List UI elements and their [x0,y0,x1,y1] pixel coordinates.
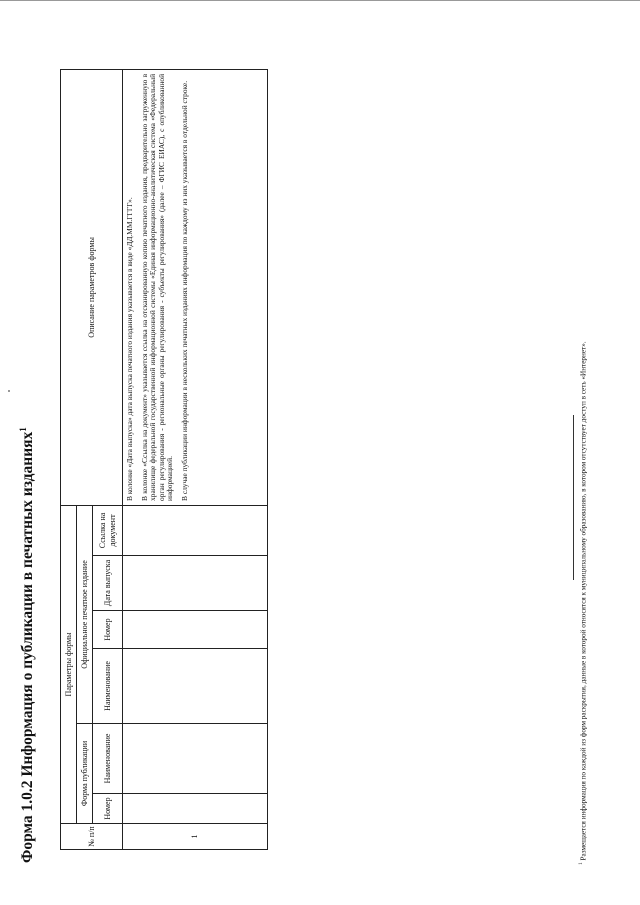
header-num: № п/п [61,824,123,850]
header-description: Описание параметров формы [61,69,123,505]
desc-paragraph: В случае публикации информации в нескольких печатных изданиях информация по каждому из них указывается в отдельной строке. [179,80,189,501]
form-title [18,427,37,863]
form-title-text: Форма 1.0.2 Информация о публикации в печатных изданиях [19,431,37,863]
cell-description [123,69,268,505]
cell-official-name [123,649,268,724]
title-footnote-mark: 1 [18,427,28,432]
cell-official-number [123,611,268,649]
publication-table [60,69,268,850]
col-date: Дата выпуска [93,556,123,611]
row-num: 1 [123,824,268,850]
cell-number [123,794,268,824]
col-link: Ссылка на документ [93,505,123,555]
cell-name [123,724,268,794]
desc-paragraph: В колонке «Дата выпуска» дата выпуска печатного издания указывается в виде «ДД.ММ.ГГГГ». [125,197,134,501]
footnote [578,341,587,865]
cell-link [123,505,268,555]
footnote-mark: 1 [578,862,584,865]
header-official: Официальное печатное издание [77,505,93,723]
header-pub-form: Форма публикации [77,724,93,824]
col-number: Номер [93,794,123,824]
footnote-separator [573,415,574,580]
cell-date [123,556,268,611]
col-official-name: Наименование [93,649,123,724]
desc-paragraph: В колонке «Ссылка на документ» указывается ссылка на отсканированную копию печатного издания, предварительно загруженную в хранилище федеральной государственной информационной системы «Единая информационно-аналитическая система «Федеральный орган регулирования - региональные органы регулирования - субъекты регулирования» (далее – ФГИС ЕИАС), с опубликованной информацией. [139,73,175,501]
col-official-number: Номер [93,611,123,649]
col-name: Наименование [93,724,123,794]
header-params: Параметры формы [61,505,77,823]
table-row [123,69,268,849]
footnote-text: Размещается информация по каждой из форм раскрытия, данные в которой относятся к муниципальному образованию, в котором отсутствует доступ в сеть «Интернет». [579,341,588,861]
